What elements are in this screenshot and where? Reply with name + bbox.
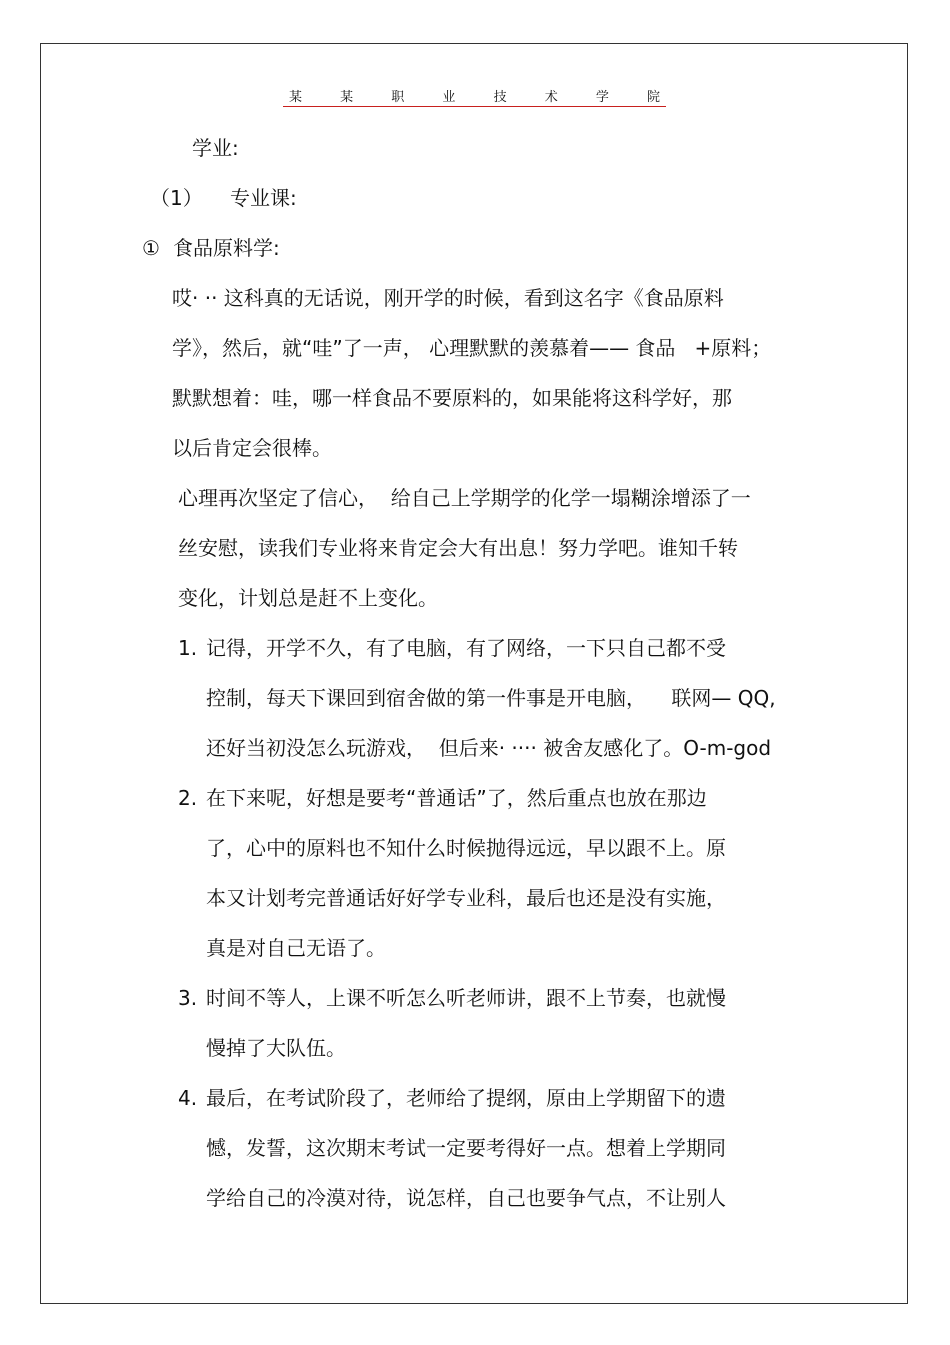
section-title: 学业:: [192, 136, 239, 160]
page-frame: [40, 43, 908, 1304]
list-item-line: 了，心中的原料也不知什么时候抛得远远，早以跟不上。原: [206, 836, 726, 860]
paragraph-line: 学》，然后，就“哇”了一声， 心理默默的羡慕着—— 食品 +原料；: [172, 336, 772, 360]
paragraph-line: 以后肯定会很棒。: [172, 436, 332, 460]
header-char: 院: [646, 90, 660, 105]
list-item-line: 憾，发誓，这次期末考试一定要考得好一点。想着上学期同: [206, 1136, 726, 1160]
paragraph-line: 心理再次坚定了信心， 给自己上学期学的化学一塌糊涂增添了一: [178, 486, 751, 510]
list-item-line: 在下来呢，好想是要考“普通话”了，然后重点也放在那边: [206, 786, 707, 810]
header-char: 某: [340, 90, 354, 105]
list-item-line: 控制，每天下课回到宿舍做的第一件事是开电脑， 联网— QQ,: [206, 686, 776, 710]
header-char: 技: [493, 90, 507, 105]
sub-section-title: 专业课:: [230, 186, 297, 210]
paragraph-line: 默默想着：哇，哪一样食品不要原料的，如果能将这科学好，那: [172, 386, 732, 410]
course-title: 食品原料学:: [173, 236, 280, 260]
list-item-number: 4.: [178, 1086, 198, 1110]
list-item-number: 3.: [178, 986, 198, 1010]
sub-section-label: （1）: [150, 186, 203, 210]
list-item-line: 记得，开学不久，有了电脑，有了网络，一下只自己都不受: [206, 636, 726, 660]
page-header: [283, 86, 666, 108]
header-char: 某: [289, 90, 303, 105]
header-char: 业: [442, 90, 456, 105]
list-item-line: 真是对自己无语了。: [206, 936, 386, 960]
list-item-line: 最后，在考试阶段了，老师给了提纲，原由上学期留下的遗: [206, 1086, 726, 1110]
list-item-number: 2.: [178, 786, 198, 810]
paragraph-line: 丝安慰，读我们专业将来肯定会大有出息！努力学吧。谁知千转: [178, 536, 738, 560]
course-marker: ①: [142, 236, 160, 260]
header-char: 术: [544, 90, 558, 105]
header-char: 职: [391, 90, 405, 105]
list-item-number: 1.: [178, 636, 198, 660]
paragraph-line: 变化，计划总是赶不上变化。: [178, 586, 438, 610]
list-item-line: 慢掉了大队伍。: [206, 1036, 346, 1060]
list-item-line: 本又计划考完普通话好好学专业科，最后也还是没有实施，: [206, 886, 726, 910]
header-char: 学: [595, 90, 609, 105]
list-item-line: 时间不等人，上课不听怎么听老师讲，跟不上节奏，也就慢: [206, 986, 726, 1010]
list-item-line: 学给自己的冷漠对待，说怎样，自己也要争气点，不让别人: [206, 1186, 726, 1210]
paragraph-line: 哎· ·· 这科真的无话说，刚开学的时候，看到这名字《食品原料: [172, 286, 724, 310]
header-rule: [283, 106, 666, 107]
list-item-line: 还好当初没怎么玩游戏， 但后来· ···· 被舍友感化了。O-m-god: [206, 736, 772, 760]
